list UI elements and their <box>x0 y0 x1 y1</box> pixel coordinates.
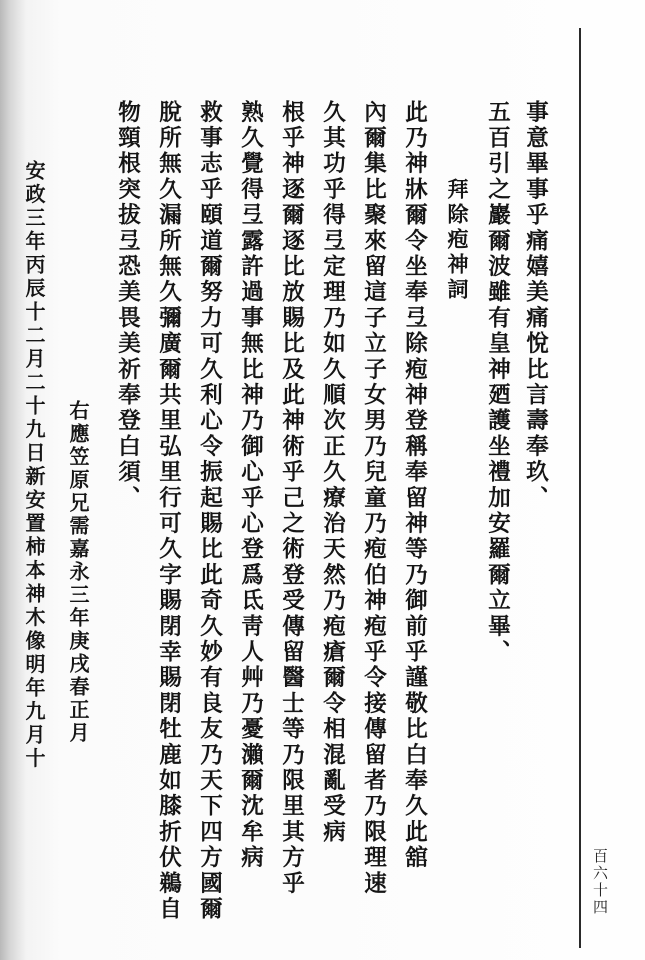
section-heading: 拜除疱神詞 <box>445 178 470 303</box>
text-column-10: 物頸根突拔弖恐美畏美祈奉登白須、 <box>114 100 141 512</box>
text-column-4: 內爾集比聚來留這子立子女男乃兒童乃疱伯神疱乎令接傳留者乃限理速 <box>360 100 387 897</box>
text-column-9: 脫所無久漏所無久彌廣爾共里弘里行可久字賜閉幸賜閉牡鹿如膝折伏鵜自 <box>155 100 182 923</box>
text-column-5: 久其功乎得弖定理乃如久順次正久療治天然乃疱瘡爾令相混亂受病 <box>319 100 346 846</box>
signature-line-2: 安政三年丙辰十二月二十九日新安置柿本神木像明年九月十 <box>22 160 46 771</box>
margin-rule <box>579 28 581 948</box>
text-column-2: 五百引之巖爾波雖有皇神廼護坐禮加安羅爾立畢、 <box>484 100 511 666</box>
text-column-3: 此乃神牀爾令坐奉弖除疱神登稱奉留神等乃御前乎謹敬比白奉久此舘 <box>401 100 428 871</box>
text-column-8: 救事志乎頤道爾努力可久利心令振起賜比此奇久妙有良友乃天下四方國爾 <box>196 100 223 923</box>
page-number: 百六十四 <box>591 848 609 916</box>
signature-line-1: 右應笠原兄需嘉永三年庚戌春正月 <box>66 400 90 745</box>
text-column-6: 根乎神逐爾逐比放賜比及此神術乎己之術登受傳留醫士等乃限里其方乎 <box>278 100 305 897</box>
text-column-7: 熟久覺得弖露許過事無比神乃御心乎心登爲氐靑人艸乃憂瀨爾沈牟病 <box>237 100 264 871</box>
text-column-1: 事意畢事乎痛嬉美痛悅比言壽奉玖、 <box>522 100 549 512</box>
